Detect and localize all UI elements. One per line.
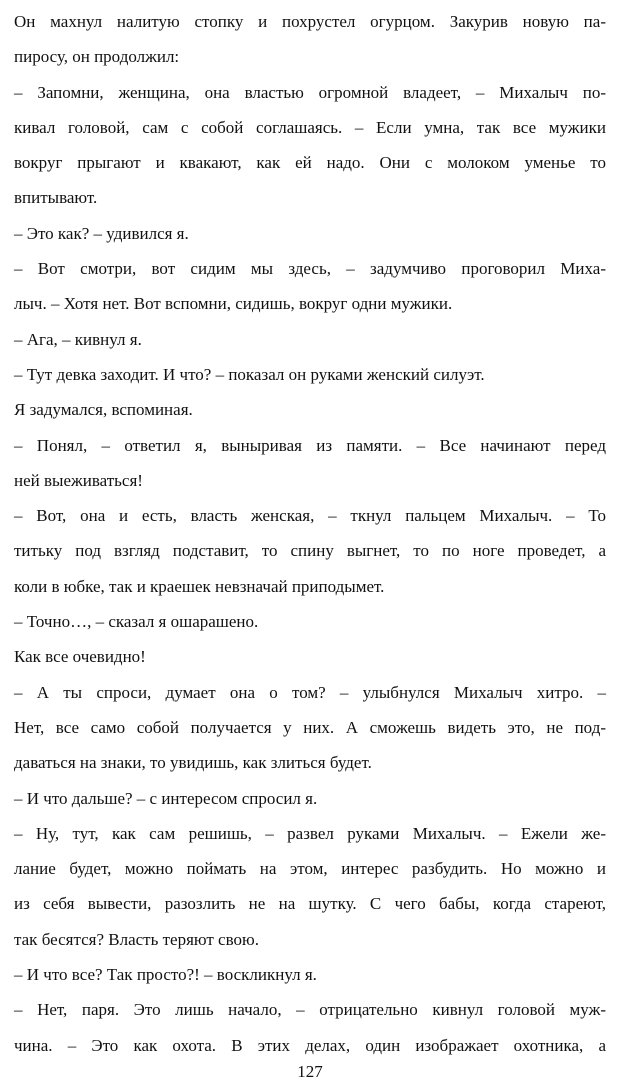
text-line: коли в юбке, так и краешек невзначай приподымет.	[14, 576, 385, 596]
text-line: – И что дальше? – с интересом спросил я.	[14, 788, 318, 808]
text-line: лыч. – Хотя нет. Вот вспомни, сидишь, вокруг одни мужики.	[14, 294, 453, 314]
text-line: так бесятся? Власть теряют свою.	[14, 929, 259, 949]
text-line: из себя вывести, разозлить не на шутку. С чего бабы, когда стареют,	[14, 894, 606, 914]
text-line: – Запомни, женщина, она властью огромной владеет, – Михалыч по-	[14, 82, 606, 102]
text-line: – Понял, – ответил я, выныривая из памяти. – Все начинают перед	[14, 435, 606, 455]
text-line: лание будет, можно поймать на этом, интерес разбудить. Но можно и	[14, 859, 606, 879]
text-line: Он махнул налитую стопку и похрустел огурцом. Закурив новую па-	[14, 12, 606, 31]
text-line: – Точно…, – сказал я ошарашено.	[14, 612, 259, 632]
text-line: впитывают.	[14, 188, 98, 208]
text-line: Нет, все само собой получается у них. А сможешь видеть это, не под-	[14, 717, 606, 737]
text-line: чина. – Это как охота. В этих делах, один изображает охотника, а	[14, 1035, 606, 1055]
text-line: кивал головой, сам с собой соглашаясь. – Если умна, так все мужики	[14, 117, 606, 137]
text-line: – Тут девка заходит. И что? – показал он руками женский силуэт.	[14, 364, 485, 384]
text-line: – Нет, паря. Это лишь начало, – отрицательно кивнул головой муж-	[14, 1000, 606, 1020]
text-line: – Ага, – кивнул я.	[14, 329, 142, 349]
text-line: Как все очевидно!	[14, 647, 146, 667]
text-line: – Вот, она и есть, власть женская, – ткнул пальцем Михалыч. – То	[14, 506, 606, 526]
text-line: – Это как? – удивился я.	[14, 223, 189, 243]
text-line: ней выеживаться!	[14, 470, 143, 490]
text-line: пиросу, он продолжил:	[14, 47, 180, 67]
text-line: – И что все? Так просто?! – воскликнул я.	[14, 965, 317, 985]
text-line: – А ты спроси, думает она о том? – улыбнулся Михалыч хитро. –	[14, 682, 606, 702]
text-line: – Вот смотри, вот сидим мы здесь, – задумчиво проговорил Миха-	[14, 259, 606, 279]
body-text	[14, 4, 606, 1063]
text-line: титьку под взгляд подставит, то спину выгнет, то по ноге проведет, а	[14, 541, 606, 561]
page-number: 127	[297, 1062, 323, 1081]
text-line: даваться на знаки, то увидишь, как злиться будет.	[14, 753, 372, 773]
text-line: вокруг прыгают и квакают, как ей надо. Они с молоком уменье то	[14, 153, 606, 173]
text-line: – Ну, тут, как сам решишь, – развел руками Михалыч. – Ежели же-	[14, 823, 606, 843]
text-line: Я задумался, вспоминая.	[14, 400, 193, 420]
